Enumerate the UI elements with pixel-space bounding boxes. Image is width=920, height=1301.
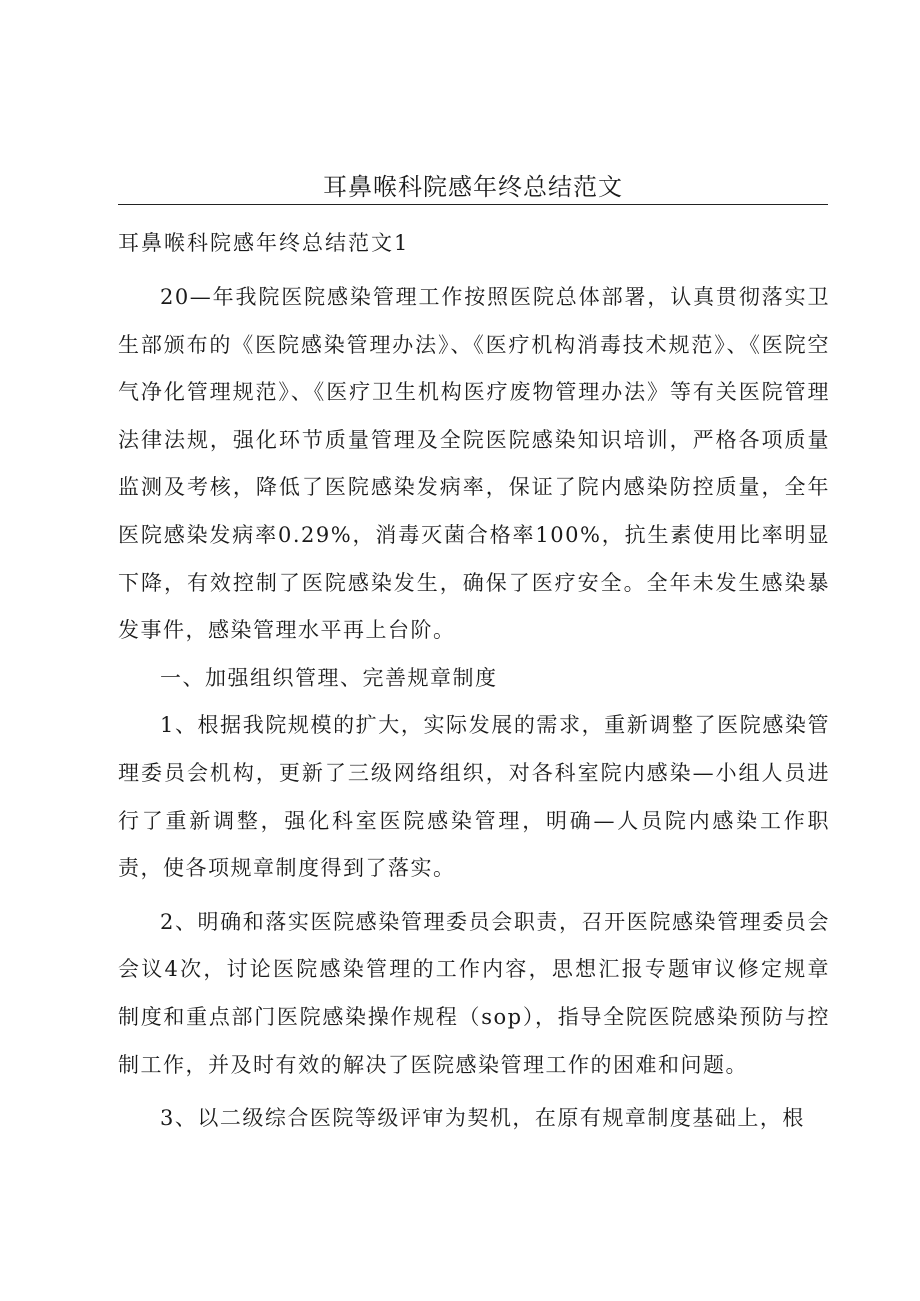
- document-subtitle: 耳鼻喉科院感年终总结范文1: [118, 231, 410, 255]
- paragraph-item-3: 3、以二级综合医院等级评审为契机，在原有规章制度基础上，根: [160, 1106, 805, 1131]
- document-title: 耳鼻喉科院感年终总结范文: [323, 173, 623, 201]
- document-body: [118, 226, 830, 1143]
- paragraph-item-1: 1、根据我院规模的扩大，实际发展的需求，重新调整了医院感染管理委员会机构，更新了三级网络组织，对各科室院内感染—小组人员进行了重新调整，强化科室医院感染管理，明确—人员院内感染工作职责，使各项规章制度得到了落实。: [118, 713, 830, 881]
- paragraph-item-2: 2、明确和落实医院感染管理委员会职责，召开医院感染管理委员会会议4次，讨论医院感染管理的工作内容，思想汇报专题审议修定规章制度和重点部门医院感染操作规程（sop），指导全院医院感染预防与控制工作，并及时有效的解决了医院感染管理工作的困难和问题。: [118, 909, 830, 1077]
- paragraph-intro: 20—年我院医院感染管理工作按照医院总体部署，认真贯彻落实卫生部颁布的《医院感染管理办法》、《医疗机构消毒技术规范》、《医院空气净化管理规范》、《医疗卫生机构医疗废物管理办法》等有关医院管理法律法规，强化环节质量管理及全院医院感染知识培训，严格各项质量监测及考核，降低了医院感染发病率，保证了院内感染防控质量，全年医院感染发病率0.29%，消毒灭菌合格率100%，抗生素使用比率明显下降，有效控制了医院感染发生，确保了医疗安全。全年未发生感染暴发事件，感染管理水平再上台阶。: [118, 285, 830, 643]
- title-divider: [118, 204, 828, 205]
- section-heading: 一、加强组织管理、完善规章制度: [160, 665, 498, 690]
